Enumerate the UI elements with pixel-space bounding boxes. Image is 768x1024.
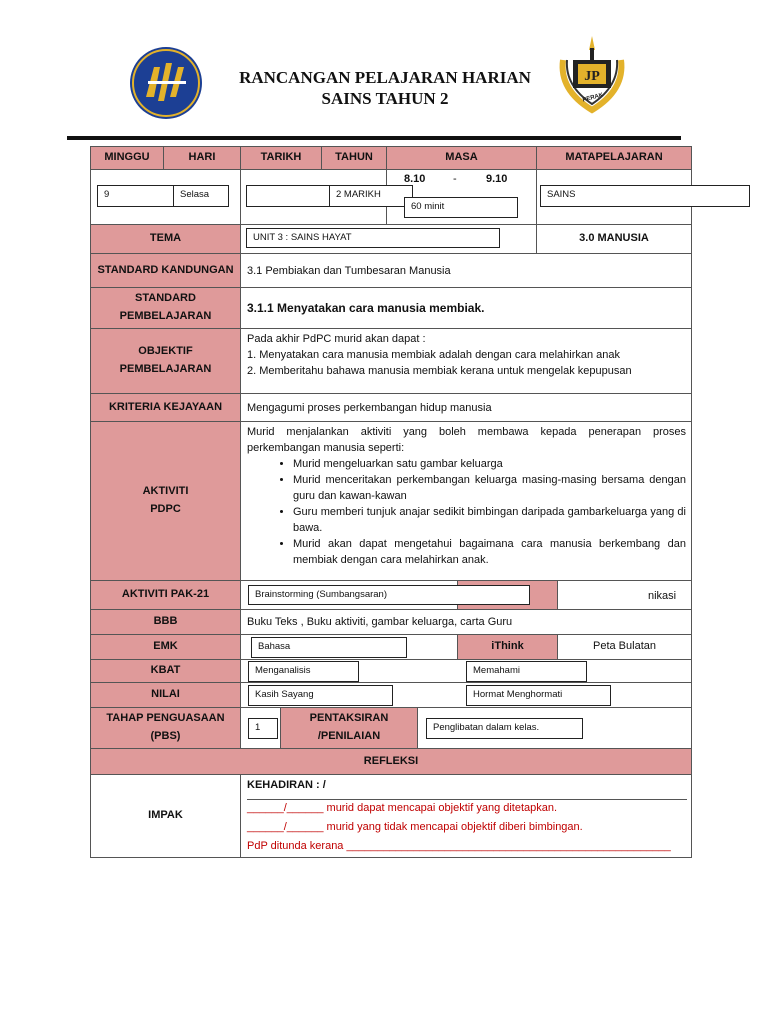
nilai-value-1[interactable]: Kasih Sayang: [248, 685, 393, 706]
objektif-intro: Pada akhir PdPC murid akan dapat :: [247, 333, 426, 345]
standard-pembelajaran-label-line1: STANDARD: [135, 292, 196, 305]
masa-start: 8.10: [404, 173, 426, 185]
refleksi-header: REFLEKSI: [90, 748, 692, 775]
masa-separator: -: [453, 173, 457, 185]
kbat-label: KBAT: [90, 659, 241, 683]
objektif-label: OBJEKTIF PEMBELAJARAN: [90, 328, 241, 394]
impak-line3: PdP ditunda kerana _____________________________________________________: [247, 840, 671, 852]
pentaksiran-label-line2: /PENILAIAN: [317, 730, 381, 742]
kbat-value-1[interactable]: Menganalisis: [248, 661, 359, 682]
aktiviti-label-line1: AKTIVITI: [142, 485, 189, 498]
masa-end: 9.10: [486, 173, 508, 185]
tema-value[interactable]: UNIT 3 : SAINS HAYAT: [246, 228, 500, 248]
header-rule: [67, 136, 681, 140]
objektif-item: 1. Menyatakan cara manusia membiak adalah dengan cara melahirkan anak: [247, 349, 620, 361]
ithink-value: Peta Bulatan: [557, 634, 692, 660]
standard-kandungan-value: 3.1 Pembiakan dan Tumbesaran Manusia: [240, 253, 692, 288]
impak-label: IMPAK: [90, 774, 241, 858]
standard-pembelajaran-value: 3.1.1 Menyatakan cara manusia membiak.: [240, 287, 692, 329]
pak21-tail: nikasi: [557, 580, 692, 610]
logo-right: [553, 30, 631, 116]
aktiviti-item: • Murid mengeluarkan satu gambar keluarga: [293, 456, 686, 472]
tahun-value[interactable]: 2 MARIKH: [329, 185, 413, 207]
impak-line2: ______/______ murid yang tidak mencapai objektif diberi bimbingan.: [247, 821, 583, 833]
kriteria-value: Mengagumi proses perkembangan hidup manusia: [240, 393, 692, 422]
hari-value[interactable]: Selasa: [173, 185, 229, 207]
title-line1: RANCANGAN PELAJARAN HARIAN: [239, 68, 531, 87]
pentaksiran-label: [280, 707, 418, 749]
emk-label: EMK: [90, 634, 241, 660]
col-hari: HARI: [163, 146, 241, 170]
aktiviti-item: • Murid menceritakan perkembangan keluarga masing-masing bersama dengan guru dan kawan-kawan: [293, 472, 686, 504]
kriteria-label: KRITERIA KEJAYAAN: [90, 393, 241, 422]
tahap-label: [90, 707, 241, 749]
nilai-label: NILAI: [90, 682, 241, 708]
tema-topic: 3.0 MANUSIA: [536, 224, 692, 254]
col-minggu: MINGGU: [90, 146, 164, 170]
pentaksiran-label-line1: PENTAKSIRAN: [309, 712, 389, 725]
tema-label: TEMA: [90, 224, 241, 254]
objektif-content: [240, 328, 692, 394]
logo-left: [128, 45, 204, 121]
aktiviti-label: [90, 421, 241, 581]
aktiviti-label-line2: PDPC: [150, 503, 181, 515]
bbb-value: Buku Teks , Buku aktiviti, gambar keluarga, carta Guru: [240, 609, 692, 635]
tahap-label-line2: (PBS): [150, 730, 181, 742]
ithink-label: iThink: [457, 634, 558, 660]
col-tahun: TAHUN: [321, 146, 387, 170]
impak-line1: ______/______ murid dapat mencapai objektif yang ditetapkan.: [247, 802, 558, 814]
pak21-value[interactable]: Brainstorming (Sumbangsaran): [248, 585, 530, 605]
aktiviti-item: • Murid akan dapat mengetahui bagaimana cara manusia berkembang dan membiak dengan cara melahirkan anak.: [293, 536, 686, 568]
subject-value[interactable]: SAINS: [540, 185, 750, 207]
aktiviti-content: [240, 421, 692, 581]
col-tarikh: TARIKH: [240, 146, 322, 170]
objektif-item: 2. Memberitahu bahawa manusia membiak kerana untuk mengelak kepupusan: [247, 365, 632, 377]
pak21-label: AKTIVITI PAK-21: [90, 580, 241, 610]
standard-pembelajaran-label-line2: PEMBELAJARAN: [119, 310, 212, 322]
kbat-value-2[interactable]: Memahami: [466, 661, 587, 682]
emk-value[interactable]: Bahasa: [251, 637, 407, 658]
title-line2: SAINS TAHUN 2: [321, 89, 449, 108]
duration-value[interactable]: 60 minit: [404, 197, 518, 218]
col-masa: MASA: [386, 146, 537, 170]
kehadiran: KEHADIRAN : /: [247, 779, 687, 800]
aktiviti-list: [247, 456, 686, 568]
tahap-value[interactable]: 1: [248, 718, 278, 739]
standard-pembelajaran-label: [90, 287, 241, 329]
bbb-label: BBB: [90, 609, 241, 635]
pentaksiran-value[interactable]: Penglibatan dalam kelas.: [426, 718, 583, 739]
minggu-value[interactable]: 9: [97, 185, 174, 207]
tarikh-value[interactable]: [246, 185, 330, 207]
aktiviti-intro: Murid menjalankan aktiviti yang boleh membawa kepada penerapan proses perkembangan manusia seperti:: [247, 426, 686, 454]
nilai-value-2[interactable]: Hormat Menghormati: [466, 685, 611, 706]
tahap-label-line1: TAHAP PENGUASAAN: [106, 712, 225, 725]
aktiviti-item: • Guru memberi tunjuk anajar sedikit bimbingan daripada gambarkeluarga yang di bawa.: [293, 504, 686, 536]
standard-kandungan-label: STANDARD KANDUNGAN: [90, 253, 241, 288]
logo-right-text: PERAK: [582, 92, 604, 104]
svg-text:JP: JP: [584, 69, 600, 84]
col-matapelajaran: MATAPELAJARAN: [536, 146, 692, 170]
